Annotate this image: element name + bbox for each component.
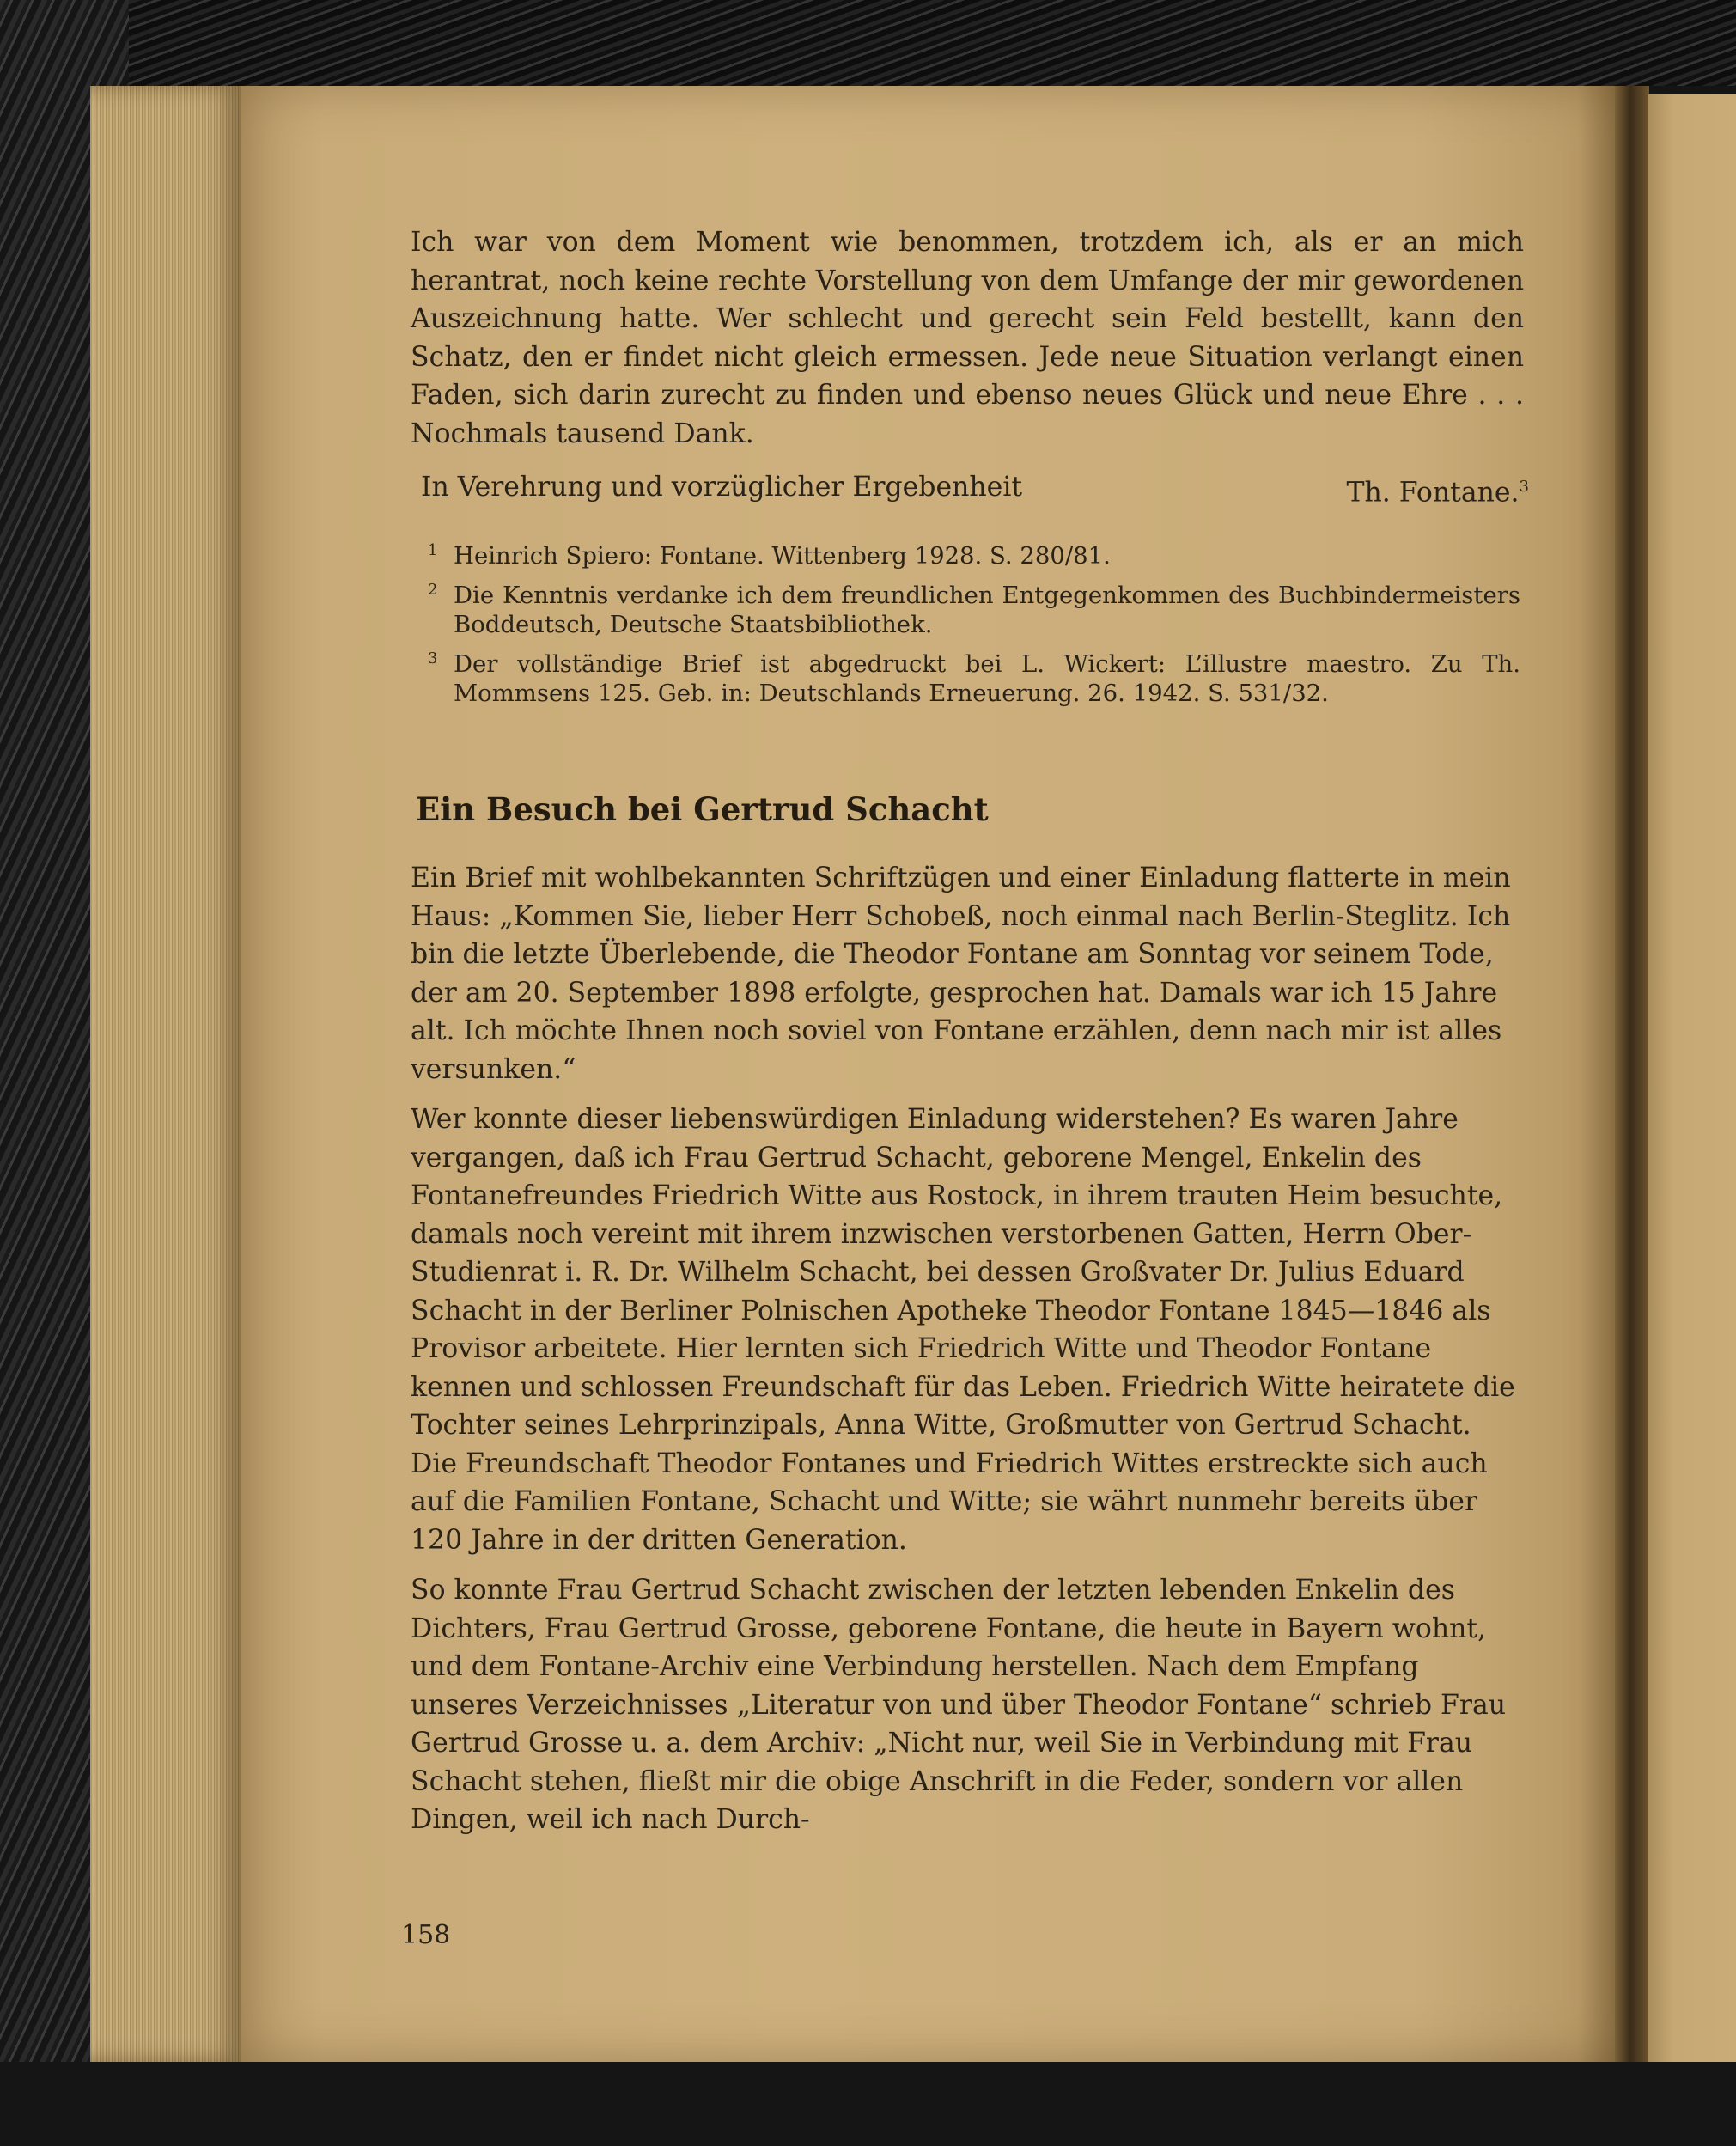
footnote-text: Heinrich Spiero: Fontane. Wittenberg 1928. S. 280/81. (454, 542, 1111, 570)
section-body (411, 859, 1520, 1851)
section-heading: Ein Besuch bei Gertrud Schacht (416, 790, 989, 828)
signature-block (1346, 468, 1529, 512)
body-paragraph-1: Ein Brief mit wohlbekannten Schriftzügen und einer Einladung flatterte in mein Haus: „Kommen Sie, lieber Herr Schobeß, noch einmal nach Berlin-Steglitz. Ich bin die letzte Überlebende, die Theodor Fontane am Sonntag vor seinem Tode, der am 20. September 1898 erfolgte, gesprochen hat. Damals war ich 15 Jahre alt. Ich möchte Ihnen noch soviel von Fontane erzählen, denn nach mir ist alles versunken.“ (411, 863, 1511, 1085)
closing-line: In Verehrung und vorzüglicher Ergebenheit (421, 472, 1023, 503)
signature: Th. Fontane. (1346, 477, 1520, 509)
footnote-3 (428, 649, 1520, 708)
intro-text (411, 223, 1524, 453)
footnote-text: Der vollständige Brief ist abgedruckt bei L. Wickert: L’illustre maestro. Zu Th. Mommsens 125. Geb. in: Deutschlands Erneuerung. 26. 1942. S. 531/32. (454, 650, 1520, 707)
facing-page (1648, 94, 1736, 2062)
footnote-text: Die Kenntnis verdanke ich dem freundlichen Entgegenkommen des Buchbindermeisters Boddeutsch, Deutsche Staatsbibliothek. (454, 582, 1520, 638)
footnote-1 (428, 541, 1520, 570)
footnote-number: 1 (428, 541, 438, 559)
page-stack-edge (90, 86, 245, 2062)
footnote-number: 2 (428, 581, 438, 599)
footnote-2 (428, 581, 1520, 639)
signature-footnote-marker: 3 (1519, 478, 1529, 496)
body-paragraph-2: Wer konnte dieser liebenswürdigen Einladung widerstehen? Es waren Jahre vergangen, daß ich Frau Gertrud Schacht, geborene Mengel, Enkelin des Fontanefreundes Friedrich Witte aus Rostock, in ihrem trauten Heim besuchte, damals noch vereint mit ihrem inzwischen verstorbenen Gatten, Herrn Ober-Studienrat i. R. Dr. Wilhelm Schacht, bei dessen Großvater Dr. Julius Eduard Schacht in der Berliner Polnischen Apotheke Theodor Fontane 1845—1846 als Provisor arbeitete. Hier lernten sich Friedrich Witte und Theodor Fontane kennen und schlossen Freundschaft für das Leben. Friedrich Witte heiratete die Tochter seines Lehrprinzipals, Anna Witte, Großmutter von Gertrud Schacht. Die Freundschaft Theodor Fontanes und Friedrich Wittes erstreckte sich auch auf die Familien Fontane, Schacht und Witte; sie währt nunmehr bereits über 120 Jahre in der dritten Generation. (411, 1104, 1515, 1556)
background-bottom (0, 2062, 1736, 2146)
book-cover-top (129, 0, 1736, 86)
footnote-number: 3 (428, 649, 438, 668)
body-paragraph-3: So konnte Frau Gertrud Schacht zwischen der letzten lebenden Enkelin des Dichters, Frau Gertrud Grosse, geborene Fontane, die heute in Bayern wohnt, und dem Fontane-Archiv eine Verbindung herstellen. Nach dem Empfang unseres Verzeichnisses „Literatur von und über Theodor Fontane“ schrieb Frau Gertrud Grosse u. a. dem Archiv: „Nicht nur, weil Sie in Verbindung mit Frau Schacht stehen, fließt mir die obige Anschrift in die Feder, sondern vor allen Dingen, weil ich nach Durch- (411, 1575, 1507, 1835)
letter-closing (421, 468, 1529, 512)
book-gutter (1615, 86, 1649, 2062)
page-number: 158 (401, 1920, 451, 1950)
intro-paragraph: Ich war von dem Moment wie benommen, trotzdem ich, als er an mich herantrat, noch keine rechte Vorstellung von dem Umfange der mir gewordenen Auszeichnung hatte. Wer schlecht und gerecht sein Feld bestellt, kann den Schatz, den er findet nicht gleich ermessen. Jede neue Situation verlangt einen Faden, sich darin zurecht zu finden und ebenso neues Glück und neue Ehre . . . Nochmals tausend Dank. (411, 227, 1524, 449)
footnotes (428, 541, 1520, 718)
